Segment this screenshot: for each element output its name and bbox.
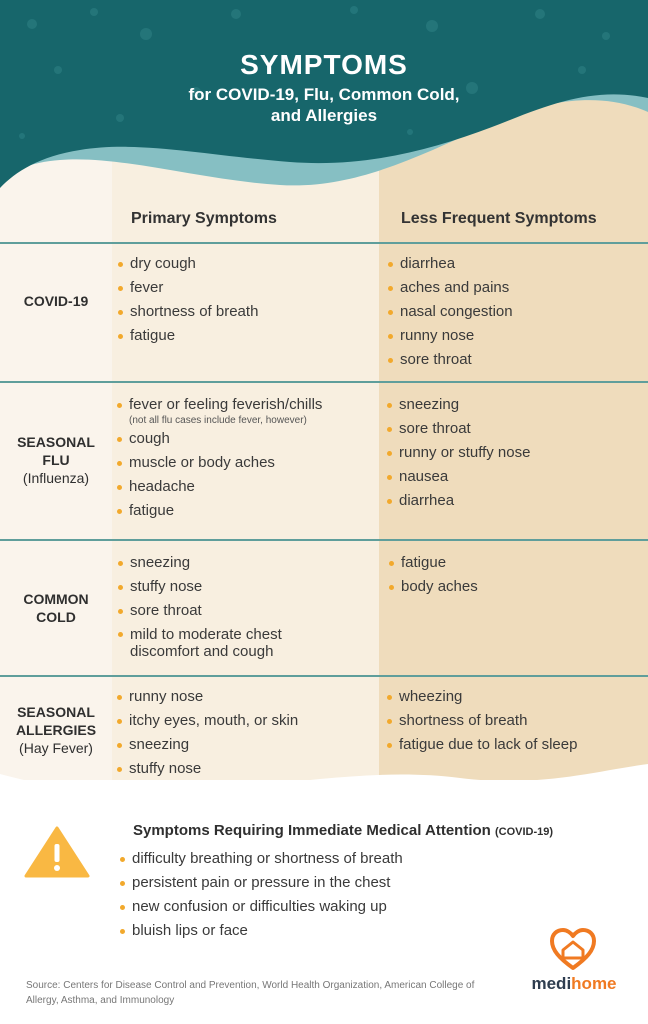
list-item: sore throat	[388, 348, 513, 372]
list-item: runny or stuffy nose	[387, 441, 530, 465]
row-label-text: COLD	[36, 609, 76, 625]
list-item: nasal congestion	[388, 300, 513, 324]
list-item: shortness of breath	[387, 709, 577, 733]
cold-primary-list	[118, 551, 282, 664]
row-label-subtext: (Influenza)	[22, 470, 90, 486]
primary-symptoms-header: Primary Symptoms	[131, 210, 277, 227]
list-item: diarrhea	[388, 252, 513, 276]
list-item: sneezing	[117, 733, 298, 757]
list-item: sore throat	[118, 599, 282, 623]
list-item: fatigue	[389, 551, 478, 575]
list-item: stuffy nose	[117, 757, 298, 781]
allergies-less-list	[387, 685, 577, 757]
list-item: headache	[117, 475, 322, 499]
subtitle-line-1: for COVID-19, Flu, Common Cold,	[188, 85, 460, 104]
list-item: difficulty breathing or shortness of breath	[120, 847, 403, 871]
list-item: persistent pain or pressure in the chest	[120, 871, 403, 895]
list-item: sore throat	[387, 417, 530, 441]
list-item-line: discomfort and cough	[130, 643, 274, 660]
subtitle-line-2: and Allergies	[270, 106, 378, 125]
list-item: cough	[117, 427, 322, 451]
row-label-text: SEASONAL	[17, 704, 95, 720]
warning-list	[120, 847, 403, 943]
flu-less-list	[387, 393, 530, 513]
row-label-text: SEASONAL	[17, 434, 95, 450]
list-item: aches and pains	[388, 276, 513, 300]
list-item: sneezing	[118, 551, 282, 575]
list-item: runny nose	[117, 685, 298, 709]
warning-title-text: Symptoms Requiring Immediate Medical Attention	[133, 822, 491, 839]
warning-title-tag: (COVID-19)	[495, 826, 554, 838]
list-item: runny nose	[388, 324, 513, 348]
page-subtitle	[0, 84, 648, 126]
list-item: fatigue due to lack of sleep	[387, 733, 577, 757]
list-item: muscle or body aches	[117, 451, 322, 475]
list-item: sneezing	[387, 393, 530, 417]
list-item: diarrhea	[387, 489, 530, 513]
list-item-note: (not all flu cases include fever, however)	[129, 415, 307, 426]
cold-less-list	[389, 551, 478, 599]
list-item	[117, 393, 322, 427]
heart-house-icon	[549, 928, 597, 972]
list-item: dry cough	[118, 252, 258, 276]
list-item: bluish lips or face	[120, 919, 403, 943]
row-divider	[0, 242, 648, 244]
row-label-covid19	[0, 292, 112, 310]
row-label-subtext: (Hay Fever)	[19, 740, 93, 756]
covid19-primary-list	[118, 252, 258, 348]
list-item: fever	[118, 276, 258, 300]
list-item: wheezing	[387, 685, 577, 709]
logo-text-part: home	[571, 974, 617, 993]
label-column-background	[0, 260, 112, 780]
row-divider	[0, 381, 648, 383]
covid19-less-list	[388, 252, 513, 372]
warning-title	[133, 822, 553, 839]
list-item	[118, 623, 282, 664]
list-item: fatigue	[117, 499, 322, 523]
list-item: nausea	[387, 465, 530, 489]
row-label-text: COVID-19	[23, 293, 89, 309]
row-label-text: ALLERGIES	[15, 722, 97, 738]
list-item-text: fever or feeling feverish/chills	[129, 396, 323, 413]
source-citation: Source: Centers for Disease Control and Prevention, World Health Organization, American College of Allergy, Asthma, and Immunology	[26, 980, 475, 1006]
list-item: new confusion or difficulties waking up	[120, 895, 403, 919]
row-label-text: FLU	[42, 452, 70, 468]
medihome-logo	[524, 974, 624, 994]
less-frequent-symptoms-header: Less Frequent Symptoms	[401, 210, 597, 227]
row-divider	[0, 675, 648, 677]
list-item: itchy eyes, mouth, or skin	[117, 709, 298, 733]
list-item: shortness of breath	[118, 300, 258, 324]
row-label-common-cold	[0, 590, 112, 626]
list-item: fatigue	[118, 324, 258, 348]
row-divider	[0, 539, 648, 541]
warning-icon	[24, 826, 90, 878]
page-title: SYMPTOMS	[240, 49, 408, 80]
list-item-line: mild to moderate chest	[130, 626, 282, 643]
row-label-text: COMMON	[23, 591, 89, 607]
logo-text-part: medi	[531, 974, 572, 993]
flu-primary-list	[117, 393, 322, 523]
list-item: body aches	[389, 575, 478, 599]
row-label-seasonal-allergies	[0, 703, 112, 757]
list-item: stuffy nose	[118, 575, 282, 599]
row-label-seasonal-flu	[0, 433, 112, 487]
